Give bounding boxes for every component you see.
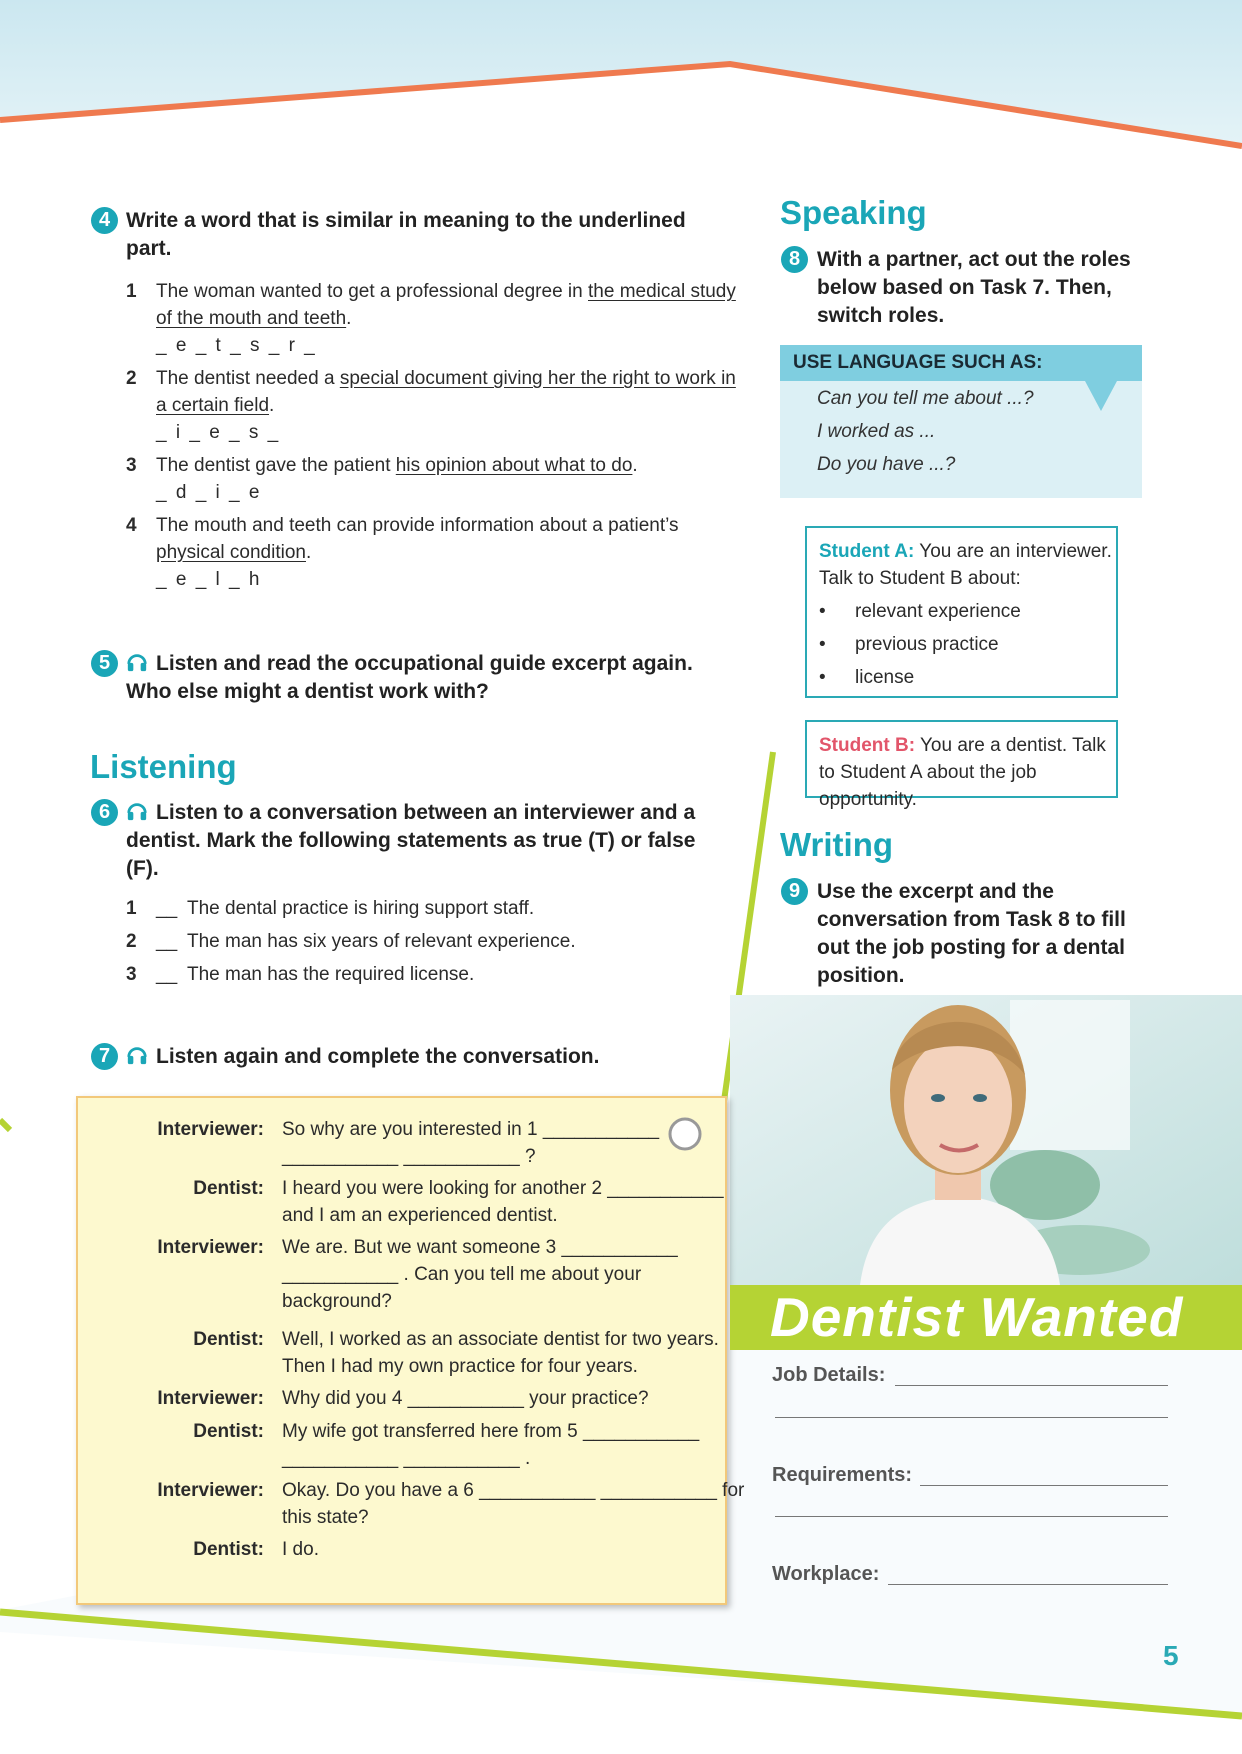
- speaker-label: Dentist:: [193, 1329, 264, 1350]
- dialogue-line: and I am an experienced dentist.: [282, 1205, 558, 1226]
- student-b-label: Student B:: [819, 735, 916, 756]
- requirements-label: Requirements:: [772, 1464, 913, 1486]
- workplace-line[interactable]: [888, 1584, 1168, 1585]
- writing-heading: Writing: [780, 826, 894, 863]
- underlined-phrase: special document giving her the right to work in a certain field: [156, 368, 736, 416]
- task-5-text: Listen and read the occupational guide excerpt again. Who else might a dentist work with?: [126, 652, 693, 703]
- letter-clue: _ e _ l _ h: [156, 569, 262, 590]
- item-punct: .: [269, 395, 275, 416]
- item-punct: .: [305, 542, 312, 563]
- underlined-phrase: his opinion about what to do: [395, 455, 633, 476]
- letter-clue: _ i _ e _ s _: [156, 422, 281, 443]
- item-number: 3: [126, 455, 137, 476]
- left-lime-stripe: [0, 1120, 10, 1130]
- requirements-line-2[interactable]: [775, 1516, 1168, 1517]
- task-7-text: Listen again and complete the conversation.: [156, 1045, 600, 1068]
- posting-title: Dentist Wanted: [770, 1286, 1184, 1348]
- item-text: The mouth and teeth can provide information about a patient’s: [156, 515, 679, 536]
- task-5-number: 5: [91, 650, 118, 677]
- phrase-1: Can you tell me about ...?: [817, 388, 1034, 409]
- dialogue-line: ___________ . Can you tell me about your: [282, 1264, 642, 1285]
- task-5-instruction: [126, 650, 716, 706]
- speaker-label: Interviewer:: [157, 1237, 264, 1258]
- page-number: 5: [1163, 1640, 1179, 1671]
- task-7-number: 7: [91, 1043, 118, 1070]
- dialogue-line: background?: [282, 1291, 392, 1312]
- item-punct: .: [346, 308, 352, 329]
- dialogue-line: So why are you interested in 1 ___________: [282, 1119, 660, 1140]
- dialogue-line: I heard you were looking for another 2 ___________: [282, 1178, 724, 1199]
- dialogue-line: this state?: [282, 1507, 369, 1528]
- student-a-text: You are an interviewer. Talk to Student B about:: [819, 541, 1112, 589]
- item-punct: .: [632, 455, 638, 476]
- answer-blank[interactable]: __: [156, 898, 178, 919]
- speaker-label: Dentist:: [193, 1178, 264, 1199]
- item-number: 2: [126, 931, 137, 952]
- task-9-instruction: Use the excerpt and the conversation from Task 8 to fill out the job posting for a dental position.: [817, 880, 1126, 987]
- bullet-text: relevant experience: [855, 601, 1021, 622]
- dialogue-line: ___________ ___________ ?: [282, 1146, 536, 1167]
- headphones-icon[interactable]: [126, 651, 148, 673]
- headphones-icon[interactable]: [126, 800, 148, 822]
- task-4-number: 4: [91, 207, 118, 234]
- speaking-heading: Speaking: [780, 194, 927, 231]
- task-6-instruction: [126, 799, 716, 883]
- dialogue-line: Well, I worked as an associate dentist for two years.: [282, 1329, 719, 1350]
- item-text: The dentist needed a: [156, 368, 340, 389]
- dialogue-line: My wife got transferred here from 5 ___________: [282, 1421, 700, 1442]
- bullet-text: license: [855, 667, 915, 688]
- task-8-instruction: With a partner, act out the roles below based on Task 7. Then, switch roles.: [817, 248, 1131, 327]
- use-language-heading: [780, 345, 1142, 381]
- item-text: The woman wanted to get a professional degree in: [156, 281, 588, 302]
- listening-heading: Listening: [90, 748, 237, 785]
- dialogue-line: We are. But we want someone 3 ___________: [282, 1237, 678, 1258]
- underlined-phrase: the medical study of the mouth and teeth: [156, 281, 736, 329]
- bullet-item: • previous practice: [819, 631, 1116, 664]
- speaker-label: Dentist:: [193, 1421, 264, 1442]
- requirements-line-1[interactable]: [920, 1485, 1168, 1486]
- phrase-2: I worked as ...: [817, 421, 936, 442]
- task-9-number: 9: [781, 878, 808, 905]
- job-details-line-2[interactable]: [775, 1417, 1168, 1418]
- dialogue-line: Then I had my own practice for four years.: [282, 1356, 638, 1377]
- item-number: 2: [126, 368, 137, 389]
- bullet-text: previous practice: [855, 634, 999, 655]
- dialogue-line: Okay. Do you have a 6 ___________ ___________ for: [282, 1480, 745, 1501]
- letter-clue: _ d _ i _ e: [156, 482, 262, 503]
- dialogue-line: ___________ ___________ .: [282, 1448, 531, 1469]
- statement-text: The man has the required license.: [187, 964, 475, 985]
- student-a-card: [805, 526, 1118, 698]
- speech-tail-icon: [1085, 381, 1117, 411]
- student-b-text: You are a dentist. Talk to Student A about the job opportunity.: [819, 735, 1106, 810]
- item-text: The dentist gave the patient: [156, 455, 396, 476]
- statement-text: The dental practice is hiring support staff.: [187, 898, 535, 919]
- student-b-card: [805, 720, 1118, 810]
- letter-clue: _ e _ t _ s _ r _: [156, 335, 317, 356]
- dialogue-line: Why did you 4 ___________ your practice?: [282, 1388, 649, 1409]
- job-details-line-1[interactable]: [895, 1385, 1168, 1386]
- speaker-label: Interviewer:: [157, 1388, 264, 1409]
- bullet-item: • relevant experience: [819, 598, 1116, 631]
- item-number: 3: [126, 964, 137, 985]
- bullet-item: • license: [819, 664, 1116, 697]
- item-number: 1: [126, 898, 137, 919]
- answer-blank[interactable]: __: [156, 964, 178, 985]
- headphones-icon[interactable]: [126, 1044, 148, 1066]
- task-6-number: 6: [91, 799, 118, 826]
- student-a-label: Student A:: [819, 541, 915, 562]
- job-details-label: Job Details:: [772, 1364, 886, 1386]
- dentist-photo: [730, 995, 1242, 1285]
- item-number: 4: [126, 515, 137, 536]
- speaker-label: Interviewer:: [157, 1119, 264, 1140]
- answer-blank[interactable]: __: [156, 931, 178, 952]
- use-language-heading-text: USE LANGUAGE SUCH AS:: [793, 352, 1043, 373]
- phrase-3: Do you have ...?: [817, 454, 956, 475]
- underlined-phrase: physical condition: [156, 542, 306, 563]
- task-8-number: 8: [781, 246, 808, 273]
- speaker-label: Dentist:: [193, 1539, 264, 1560]
- statement-text: The man has six years of relevant experience.: [187, 931, 576, 952]
- item-number: 1: [126, 281, 137, 302]
- task-4-instruction: Write a word that is similar in meaning to the underlined part.: [126, 209, 686, 260]
- dialogue-note: [76, 1096, 745, 1605]
- dialogue-line: I do.: [282, 1539, 319, 1560]
- workplace-label: Workplace:: [772, 1563, 880, 1585]
- task-7-instruction: [126, 1043, 716, 1071]
- speaker-label: Interviewer:: [157, 1480, 264, 1501]
- task-6-text: Listen to a conversation between an interviewer and a dentist. Mark the following statements as true (T) or false (F).: [126, 801, 696, 880]
